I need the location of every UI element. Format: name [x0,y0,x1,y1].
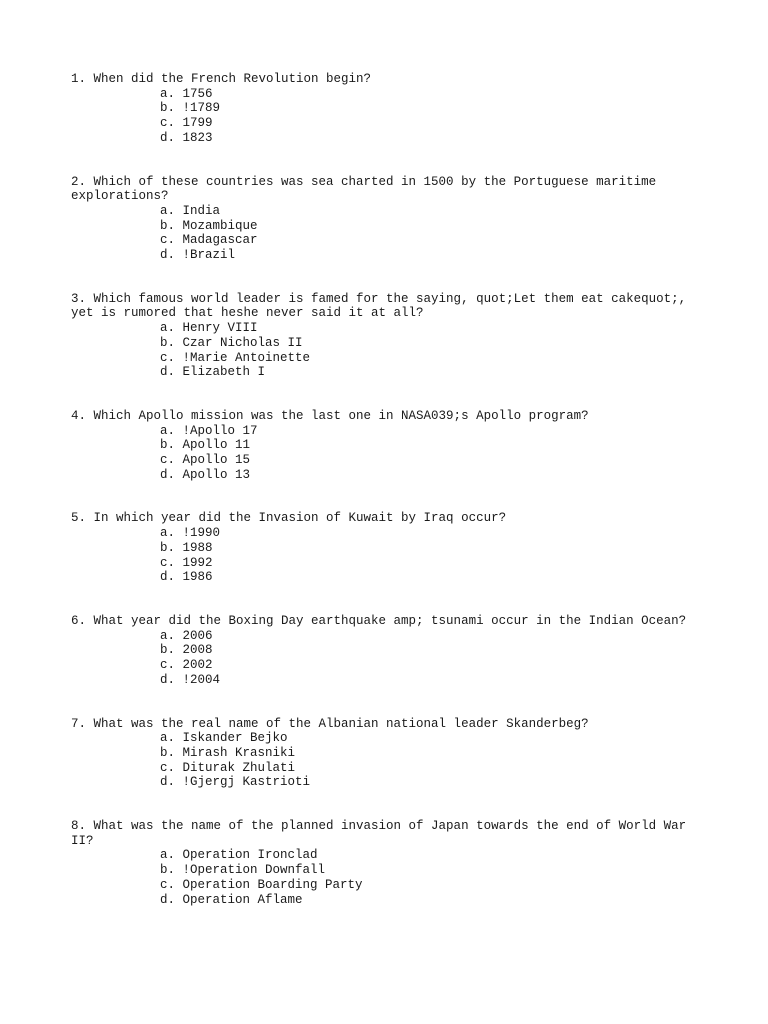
question-text: 3. Which famous world leader is famed for the saying, quot;Let them eat cakequot;, yet is rumored that heshe never said it at all? [71,291,694,321]
question-7 [71,717,701,791]
answer-options [71,848,701,907]
question-6 [71,614,701,688]
quiz-document [71,72,701,907]
answer-option: d. !2004 [160,672,221,687]
answer-option: d. 1986 [160,570,213,585]
question-3 [71,292,701,380]
answer-option: d. 1823 [160,130,213,145]
question-text: 7. What was the real name of the Albanian national leader Skanderbeg? [71,716,589,731]
answer-option: a. Henry VIII [160,321,258,336]
answer-option: c. Operation Boarding Party [160,877,363,892]
question-1 [71,72,701,146]
question-text: 1. When did the French Revolution begin? [71,72,372,86]
answer-option: b. Czar Nicholas II [160,335,303,350]
answer-options [71,526,701,585]
answer-option: a. 2006 [160,628,213,643]
question-text: 6. What year did the Boxing Day earthquake amp; tsunami occur in the Indian Ocean? [71,613,687,628]
answer-option: d. !Brazil [160,248,236,263]
question-text: 8. What was the name of the planned invasion of Japan towards the end of World War II? [71,819,694,848]
answer-option: d. !Gjergj Kastrioti [160,775,311,790]
answer-option: d. Elizabeth I [160,365,266,380]
answer-option: c. Diturak Zhulati [160,760,296,775]
answer-option: a. !Apollo 17 [160,423,258,438]
answer-option: b. Apollo 11 [160,438,251,453]
answer-options [71,87,701,146]
answer-option: b. Mirash Krasniki [160,745,296,760]
answer-options [71,731,701,790]
question-text: 4. Which Apollo mission was the last one in NASA039;s Apollo program? [71,408,589,423]
answer-option: c. 1992 [160,555,213,570]
question-5 [71,511,701,585]
answer-option: c. 1799 [160,116,213,131]
question-8 [71,819,701,907]
answer-option: c. Madagascar [160,233,258,248]
answer-options [71,629,701,688]
answer-option: c. Apollo 15 [160,453,251,468]
answer-options [71,424,701,483]
answer-options [71,204,701,263]
answer-option: a. Iskander Bejko [160,731,288,746]
answer-option: c. !Marie Antoinette [160,350,311,365]
answer-option: a. India [160,203,221,218]
answer-options [71,321,701,380]
answer-option: b. !Operation Downfall [160,863,326,878]
question-text: 2. Which of these countries was sea charted in 1500 by the Portuguese maritime explorations? [71,174,664,204]
answer-option: b. Mozambique [160,218,258,233]
question-2 [71,175,701,263]
answer-option: c. 2002 [160,658,213,673]
answer-option: a. Operation Ironclad [160,848,318,863]
answer-option: b. 2008 [160,643,213,658]
question-4 [71,409,701,483]
answer-option: b. !1789 [160,101,221,116]
question-text: 5. In which year did the Invasion of Kuwait by Iraq occur? [71,511,507,526]
answer-option: a. 1756 [160,86,213,101]
answer-option: a. !1990 [160,526,221,541]
answer-option: b. 1988 [160,540,213,555]
answer-option: d. Operation Aflame [160,892,303,907]
answer-option: d. Apollo 13 [160,467,251,482]
